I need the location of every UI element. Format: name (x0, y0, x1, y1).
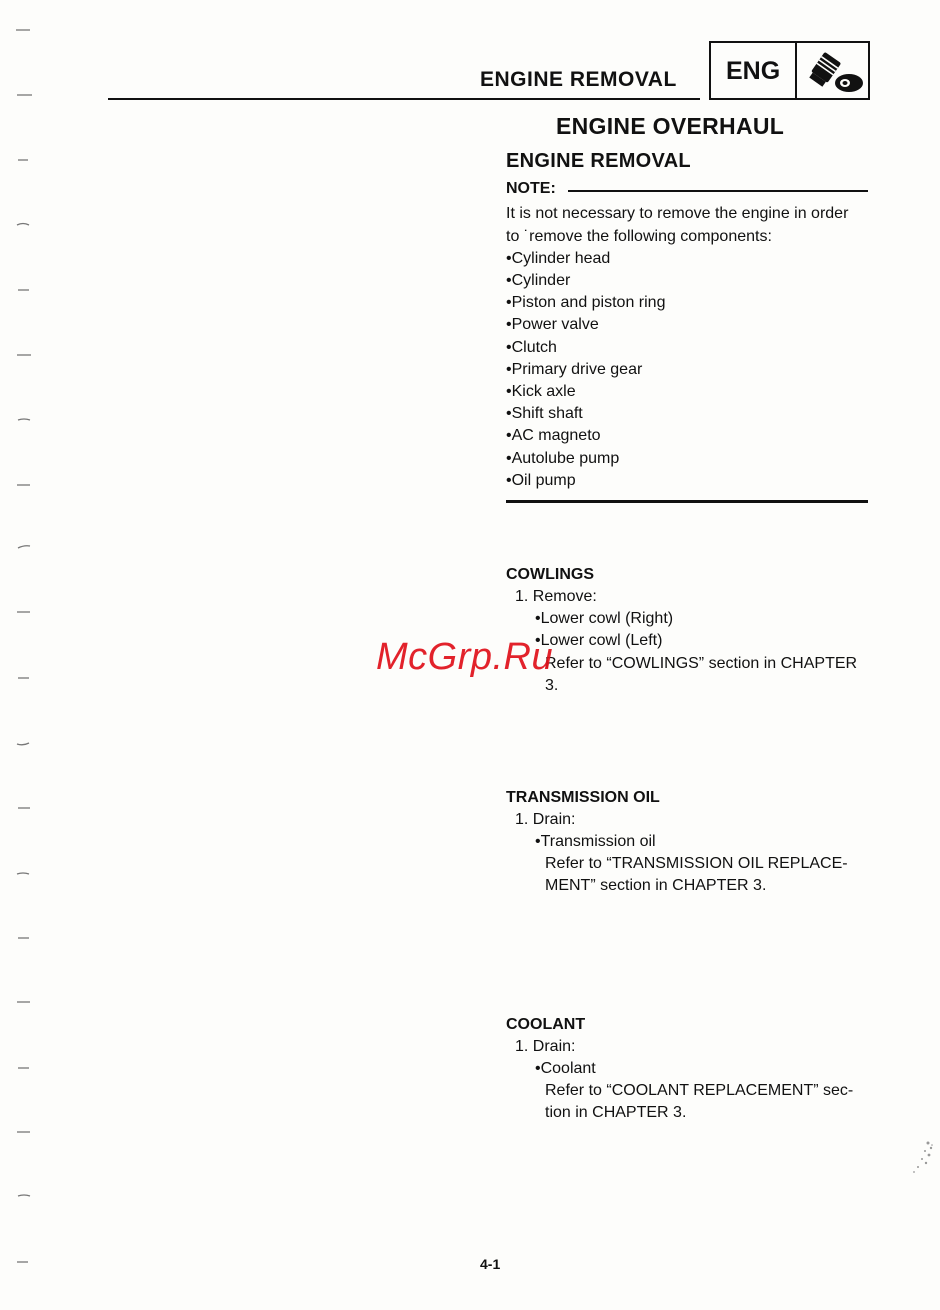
note-bottom-rule (506, 500, 868, 503)
note-intro-line-2: to ˙remove the following components: (506, 228, 772, 245)
header-rule (108, 98, 700, 100)
header-section-title: ENGINE REMOVAL (480, 68, 677, 91)
binding-marks (14, 0, 36, 1310)
list-item: •AC magneto (506, 427, 601, 444)
chapter-tab-divider (795, 43, 797, 98)
list-item: •Oil pump (506, 472, 576, 489)
chapter-tab (709, 41, 870, 100)
cowlings-step: 1. Remove: (515, 588, 597, 605)
coolant-bullet-1: •Coolant (535, 1060, 596, 1077)
sub-title: ENGINE REMOVAL (506, 150, 691, 172)
list-item: •Piston and piston ring (506, 294, 666, 311)
list-item: •Cylinder head (506, 250, 611, 267)
transmission-bullet-1: •Transmission oil (535, 833, 656, 850)
list-item: •Autolube pump (506, 450, 620, 467)
list-item: •Primary drive gear (506, 361, 643, 378)
chapter-tab-label: ENG (726, 57, 781, 85)
list-item: •Shift shaft (506, 405, 583, 422)
cowlings-ref-line-2: 3. (545, 677, 559, 694)
note-top-rule (568, 190, 868, 192)
transmission-ref-line-2: MENT” section in CHAPTER 3. (545, 877, 767, 894)
list-item: •Clutch (506, 339, 557, 356)
transmission-ref-line-1: Refer to “TRANSMISSION OIL REPLACE- (545, 855, 848, 872)
engine-parts-icon (803, 49, 867, 95)
cowlings-bullet-2: •Lower cowl (Left) (535, 632, 663, 649)
scan-speckle (900, 1135, 940, 1185)
cowlings-bullet-1: •Lower cowl (Right) (535, 610, 674, 627)
list-item: •Cylinder (506, 272, 571, 289)
cowlings-heading: COWLINGS (506, 566, 594, 583)
page-number: 4-1 (480, 1256, 501, 1272)
transmission-step: 1. Drain: (515, 811, 576, 828)
watermark: McGrp.Ru (376, 636, 554, 678)
cowlings-ref-line-1: Refer to “COWLINGS” section in CHAPTER (545, 655, 858, 672)
main-title: ENGINE OVERHAUL (556, 113, 785, 139)
list-item: •Power valve (506, 316, 599, 333)
note-label: NOTE: (506, 180, 556, 197)
coolant-step: 1. Drain: (515, 1038, 576, 1055)
note-intro-line-1: It is not necessary to remove the engine in order (506, 205, 849, 222)
coolant-ref-line-1: Refer to “COOLANT REPLACEMENT” sec- (545, 1082, 854, 1099)
transmission-heading: TRANSMISSION OIL (506, 789, 660, 806)
coolant-ref-line-2: tion in CHAPTER 3. (545, 1104, 687, 1121)
coolant-heading: COOLANT (506, 1016, 586, 1033)
list-item: •Kick axle (506, 383, 576, 400)
